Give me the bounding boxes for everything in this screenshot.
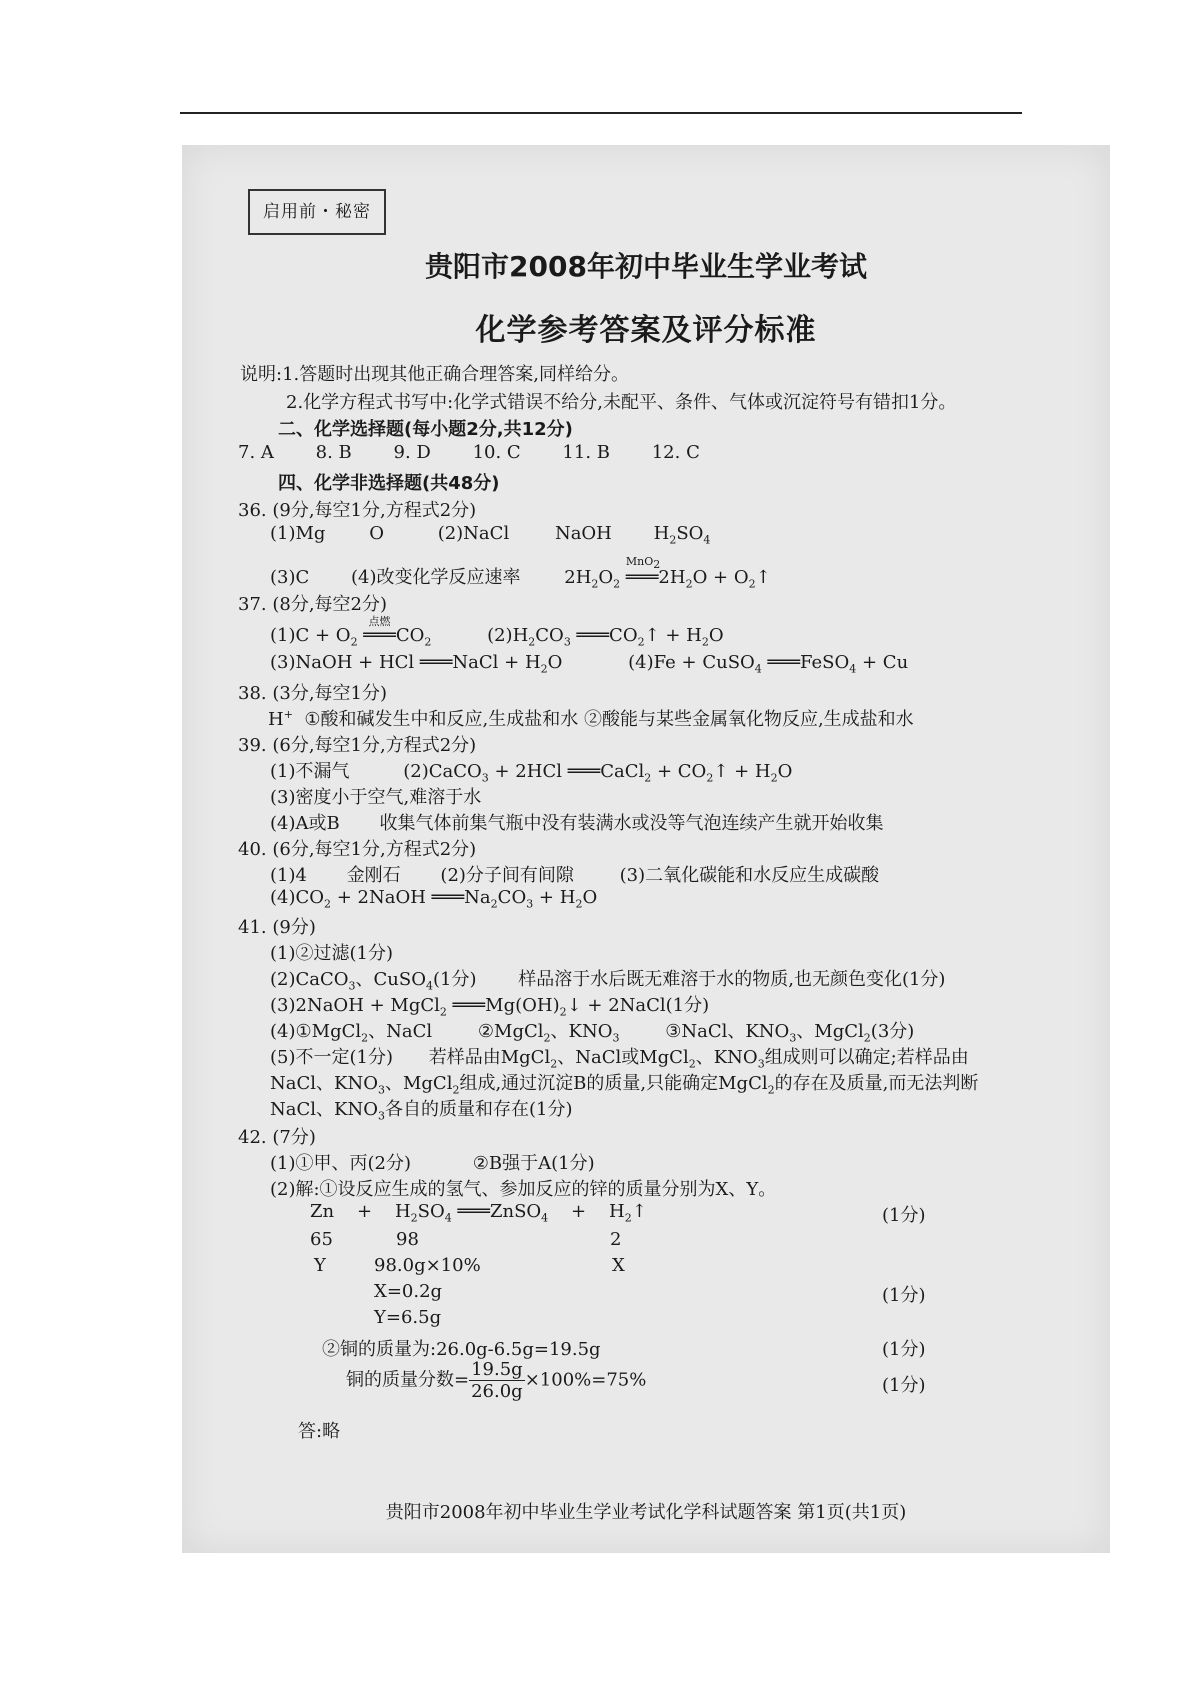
q42-line-1: (1)①甲、丙(2分) ②B强于A(1分) <box>270 1153 595 1174</box>
answer-10: 10. C <box>472 442 521 463</box>
exam-title: 贵阳市2008年初中毕业生学业考试 <box>425 250 867 283</box>
section-2-heading: 二、化学选择题(每小题2分,共12分) <box>278 419 573 440</box>
q42-answer: 答:略 <box>298 1421 341 1442</box>
q42-line-2: (2)解:①设反应生成的氢气、参加反应的锌的质量分别为X、Y。 <box>270 1179 777 1200</box>
q42-molar-98: 98 <box>396 1229 419 1250</box>
note-1: 说明:1.答题时出现其他正确合理答案,同样给分。 <box>240 364 629 385</box>
q42-y-result: Y=6.5g <box>374 1307 442 1328</box>
q36-heading: 36. (9分,每空1分,方程式2分) <box>238 500 477 521</box>
q39-line-1: (1)不漏气 (2)CaCO$_3$ + 2HCl ═══CaCl$_2$ + $CO_2↑ + H_2O$ <box>270 761 793 785</box>
q42-x-result: X=0.2g <box>374 1281 443 1302</box>
q36-line-1: (1)Mg O (2)NaCl NaOH $H_2SO_4$ <box>270 523 711 547</box>
q37-heading: 37. (8分,每空2分) <box>238 594 388 615</box>
confidential-stamp: 启用前・秘密 <box>248 189 386 235</box>
q42-var-x: X <box>612 1255 625 1276</box>
q41-heading: 41. (9分) <box>238 917 316 938</box>
q42-equation: Zn + $H_2SO_4$ ═══ZnSO$_4$ + $H_2↑$ <box>310 1201 647 1225</box>
q41-line-6: NaCl、$KNO_3$、MgCl$_2$组成,通过沉淀B的质量,只能确定MgCl$_2$的存在及质量,而无法判断 <box>270 1073 979 1097</box>
section-4-heading: 四、化学非选择题(共48分) <box>278 473 500 494</box>
top-rule <box>180 112 1022 114</box>
q40-line-2: $(4)CO_2$ + 2NaOH $═══Na_2CO_3 + H_2O$ <box>270 887 598 911</box>
answer-12: 12. C <box>651 442 700 463</box>
choice-answers <box>238 442 700 463</box>
q40-line-1: (1)4 金刚石 (2)分子间有间隙 (3)二氧化碳能和水反应生成碳酸 <box>270 865 880 886</box>
q38-heading: 38. (3分,每空1分) <box>238 683 388 704</box>
answer-7: 7. A <box>238 442 274 463</box>
q40-heading: 40. (6分,每空1分,方程式2分) <box>238 839 477 860</box>
q42-point-4: (1分) <box>882 1375 926 1396</box>
q42-point-1: (1分) <box>882 1205 926 1226</box>
q39-line-3: (3)密度小于空气,难溶于水 <box>270 787 482 808</box>
q39-line-4: (4)A或B 收集气体前集气瓶中没有装满水或没等气泡连续产生就开始收集 <box>270 813 884 834</box>
q42-copper-fraction: 铜的质量分数= $\frac{19.5g}{26.0g}$ ×100%=75% <box>346 1359 647 1402</box>
note-2: 2.化学方程式书写中:化学式错误不给分,未配平、条件、气体或沉淀符号有错扣1分。 <box>286 392 957 413</box>
q38-line: H+ ①酸和碱发生中和反应,生成盐和水 ②酸能与某些金属氧化物反应,生成盐和水 <box>268 708 914 730</box>
q42-copper-mass: ②铜的质量为:26.0g-6.5g=19.5g <box>322 1339 601 1360</box>
q41-line-3: (3)2NaOH + MgCl$_2$ $═══Mg(OH)_2↓$ + 2NaCl(1分) <box>270 995 710 1019</box>
q42-point-2: (1分) <box>882 1285 926 1306</box>
q36-line-2: (3)C (4)改变化学反应速率 $2H_2O_2$ MnO$_2$ $═══2H_2O$ + $O_2↑$ <box>270 555 771 591</box>
q42-var-acid: 98.0g×10% <box>374 1255 481 1276</box>
answer-11: 11. B <box>562 442 610 463</box>
q41-line-4: (4)①MgCl$_2$、NaCl ②MgCl$_2$、$KNO_3$ ③NaCl、$KNO_3$、MgCl$_2$(3分) <box>270 1021 915 1045</box>
q42-var-y: Y <box>314 1255 326 1276</box>
q41-line-2: (2)CaCO$_3$、CuSO$_4$(1分) 样品溶于水后既无难溶于水的物质,也无颜色变化(1分) <box>270 969 946 993</box>
q37-line-2: (3)NaOH + HCl ═══NaCl + $H_2O$ (4)Fe + CuSO$_4$ ═══FeSO$_4$ + Cu <box>270 652 909 676</box>
q39-heading: 39. (6分,每空1分,方程式2分) <box>238 735 477 756</box>
exam-subtitle: 化学参考答案及评分标准 <box>475 313 817 348</box>
page-footer: 贵阳市2008年初中毕业生学业考试化学科试题答案 第1页(共1页) <box>385 1502 907 1523</box>
q42-point-3: (1分) <box>882 1339 926 1360</box>
q41-line-7: NaCl、$KNO_3$各自的质量和存在(1分) <box>270 1099 573 1123</box>
q42-heading: 42. (7分) <box>238 1127 316 1148</box>
answer-8: 8. B <box>315 442 352 463</box>
q41-line-1: (1)②过滤(1分) <box>270 943 393 964</box>
scanned-answer-sheet <box>182 145 1110 1553</box>
q42-molar-2: 2 <box>610 1229 622 1250</box>
answer-9: 9. D <box>393 442 431 463</box>
q41-line-5: (5)不一定(1分) 若样品由MgCl$_2$、NaCl或MgCl$_2$、$KNO_3$组成则可以确定;若样品由 <box>270 1047 969 1071</box>
q42-molar-65: 65 <box>310 1229 333 1250</box>
q37-line-1: $(1)C + O_2$ 点燃 $═══CO_2$ $(2)H_2CO_3$ $═══CO_2↑ + H_2O$ <box>270 615 724 649</box>
